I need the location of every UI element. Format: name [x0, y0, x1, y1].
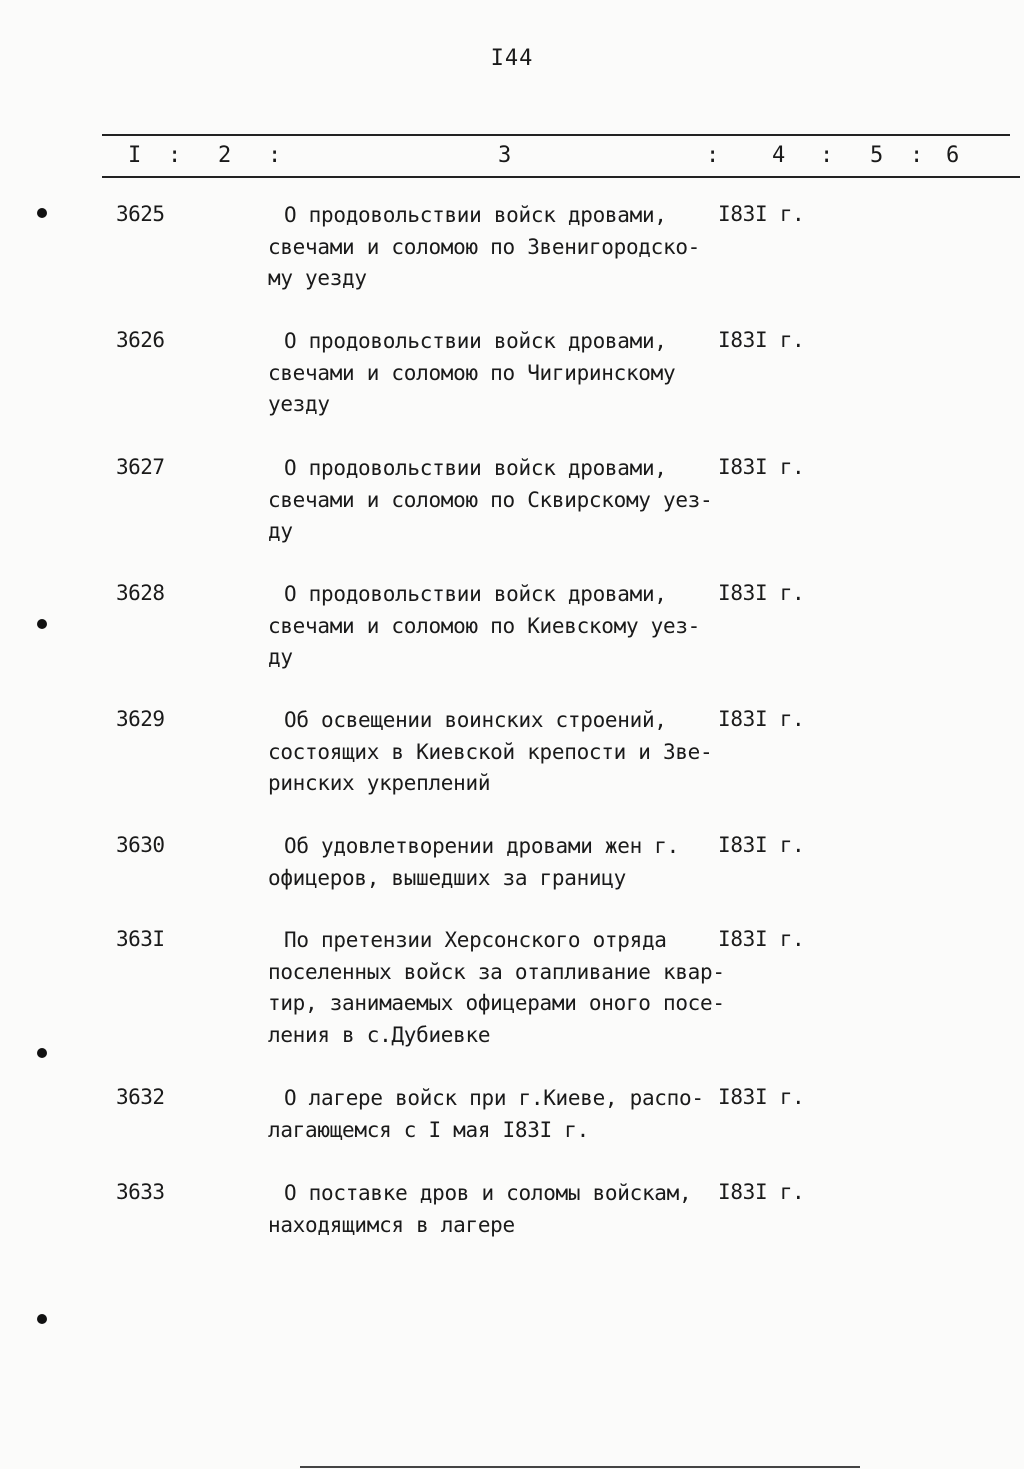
entry-year: I83I г.	[718, 927, 805, 951]
entry-number: 363I	[116, 927, 165, 951]
binder-hole-mark	[37, 1048, 47, 1058]
entry-title: Об освещении воинских строений, состоящих в Киевской крепости и Зве- ринских укреплений	[268, 708, 713, 795]
entry-title: По претензии Херсонского отряда поселенных войск за отапливание квар- тир, занимаемых офицерами оного посе- ления в с.Дубиевке	[268, 928, 725, 1047]
entry-title: О поставке дров и соломы войскам, находящимся в лагере	[268, 1181, 692, 1237]
entry-title: О продовольствии войск дровами, свечами и соломою по Сквирскому уез- ду	[268, 456, 713, 543]
entry-year: I83I г.	[718, 1085, 805, 1109]
entry-title: О продовольствии войск дровами, свечами и соломою по Чигиринскому уезду	[268, 329, 676, 416]
binder-hole-mark	[37, 208, 47, 218]
entry-title: Об удовлетворении дровами жен г. офицеров, вышедших за границу	[268, 834, 679, 890]
column-header-3: 3	[498, 143, 512, 168]
column-separator: :	[910, 143, 924, 168]
entry-year: I83I г.	[718, 202, 805, 226]
entry-number: 3626	[116, 328, 165, 352]
column-header-5: 5	[870, 143, 884, 168]
page-number: I44	[490, 46, 534, 71]
table-header-bottom-rule	[102, 176, 1020, 178]
entry-number: 3633	[116, 1180, 165, 1204]
column-header-1: I	[128, 143, 142, 168]
binder-hole-mark	[37, 619, 47, 629]
entry-year: I83I г.	[718, 328, 805, 352]
column-header-4: 4	[772, 143, 786, 168]
column-separator: :	[168, 143, 182, 168]
column-header-6: 6	[946, 143, 960, 168]
column-separator: :	[820, 143, 834, 168]
entry-number: 3632	[116, 1085, 165, 1109]
entry-year: I83I г.	[718, 581, 805, 605]
table-header-row	[0, 143, 1024, 171]
entry-number: 3629	[116, 707, 165, 731]
entry-year: I83I г.	[718, 455, 805, 479]
entry-number: 3625	[116, 202, 165, 226]
column-header-2: 2	[218, 143, 232, 168]
entry-number: 3627	[116, 455, 165, 479]
entry-year: I83I г.	[718, 833, 805, 857]
entry-title: О продовольствии войск дровами, свечами и соломою по Звенигородско- му уезду	[268, 203, 701, 290]
entry-title: О лагере войск при г.Киеве, распо- лагающемся с I мая I83I г.	[268, 1086, 704, 1142]
table-header-top-rule	[102, 134, 1010, 136]
entry-title: О продовольствии войск дровами, свечами и соломою по Киевскому уез- ду	[268, 582, 701, 669]
entry-year: I83I г.	[718, 707, 805, 731]
column-separator: :	[268, 143, 282, 168]
entry-number: 3630	[116, 833, 165, 857]
binder-hole-mark	[37, 1314, 47, 1324]
entry-number: 3628	[116, 581, 165, 605]
column-separator: :	[706, 143, 720, 168]
page-bottom-edge	[300, 1466, 860, 1468]
entry-year: I83I г.	[718, 1180, 805, 1204]
